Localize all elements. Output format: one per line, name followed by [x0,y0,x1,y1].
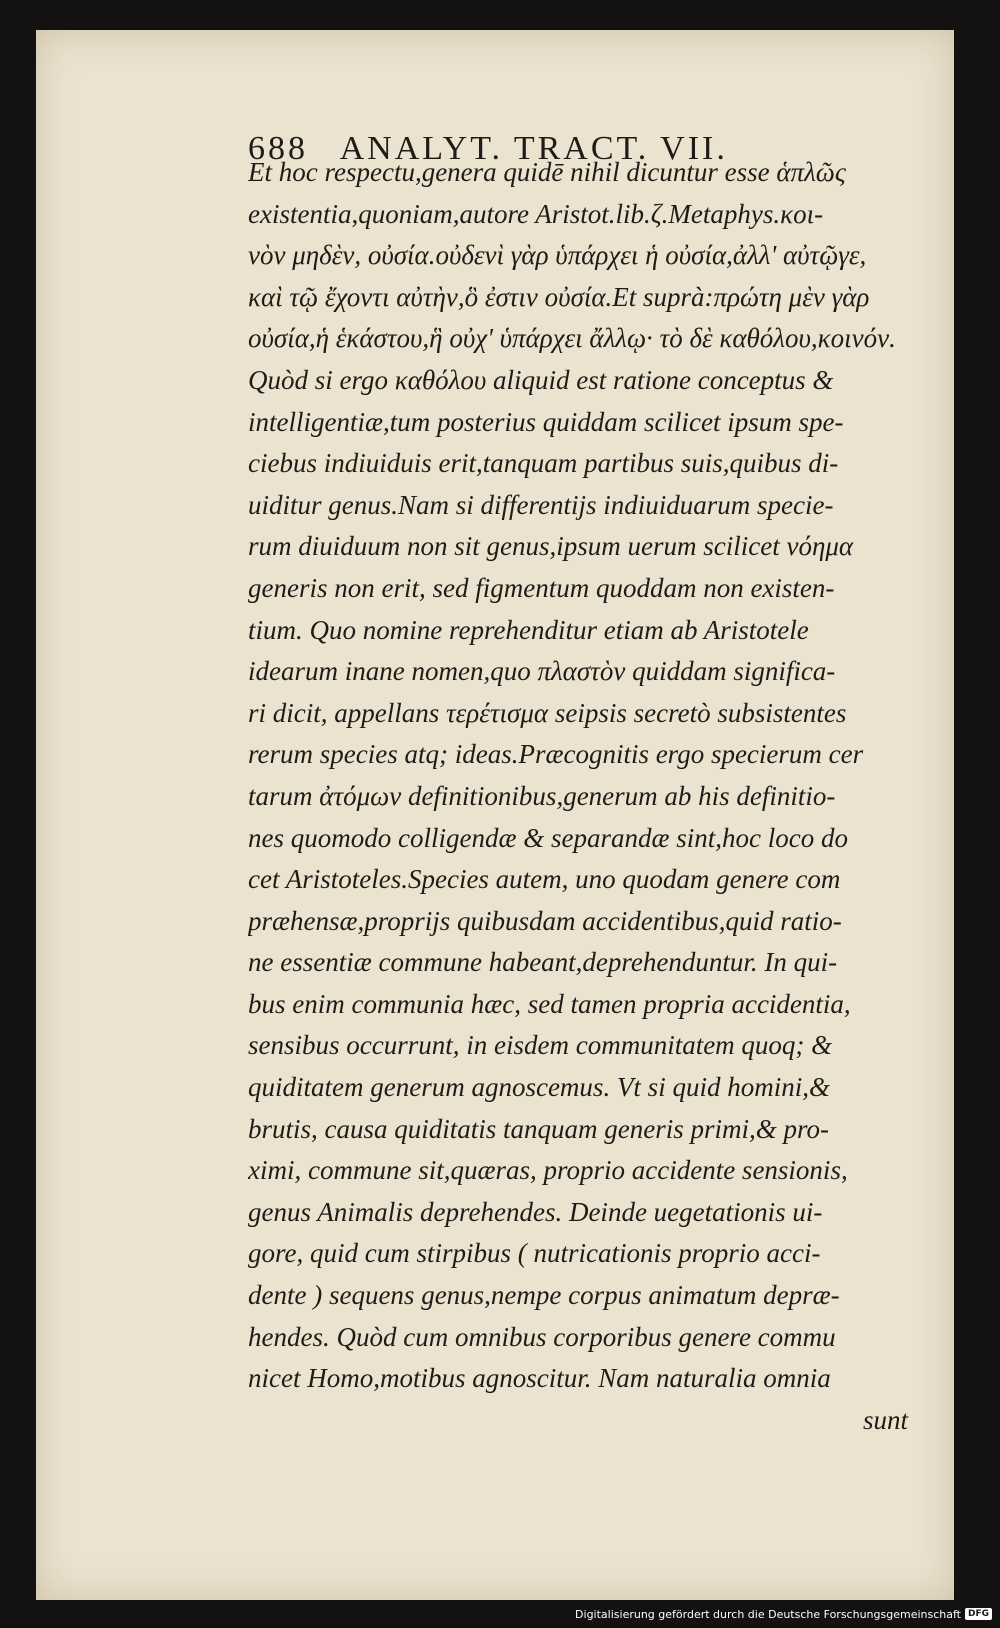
text-line: genus Animalis deprehendes. Deinde uegetationis ui- [248,1196,823,1227]
page-number: 688 [248,130,308,167]
text-line: quiditatem generum agnoscemus. Vt si quid homini,& [248,1072,830,1103]
text-line: ciebus indiuiduis erit,tanquam partibus suis,quibus di- [248,448,839,479]
catchword: sunt [862,1404,908,1435]
dfg-logo: DFG [965,1608,992,1620]
text-line: idearum inane nomen,quo πλαστὸν quiddam significa- [248,656,836,687]
text-line: bus enim communia hæc, sed tamen propria accidentia, [248,988,851,1019]
text-line: οὐσία,ἡ ἑκάστου,ἣ οὐχ' ὑπάρχει ἄλλῳ· τὸ δὲ καθόλου,κοινόν. [248,323,896,354]
text-line: νὸν μηδὲν, οὐσία.οὐδενὶ γὰρ ὑπάρχει ἡ οὐσία,ἀλλ' αὐτῷγε, [248,240,867,271]
digitization-footer [575,1604,992,1624]
footer-credit: Digitalisierung gefördert durch die Deutsche Forschungsgemeinschaft [575,1607,961,1621]
text-line: præhensæ,proprijs quibusdam accidentibus,quid ratio- [248,905,842,936]
text-line: hendes. Quòd cum omnibus corporibus genere commu [248,1321,836,1352]
text-line: nes quomodo colligendæ & separandæ sint,hoc loco do [248,822,848,853]
text-line: uiditur genus.Nam si differentijs indiuiduarum specie- [248,489,834,520]
text-line: Et hoc respectu,genera quidē nihil dicuntur esse ἁπλῶς [248,157,846,187]
text-line: intelligentiæ,tum posterius quiddam scilicet ipsum spe- [248,406,844,437]
text-line: ri dicit, appellans τερέτισμα seipsis secretò subsistentes [248,697,847,728]
text-line: tarum ἀτόμων definitionibus,generum ab his definitio- [248,780,836,811]
text-line: rerum species atq; ideas.Præcognitis ergo specierum cer [248,739,864,770]
text-line: gore, quid cum stirpibus ( nutricationis proprio acci- [248,1238,821,1269]
text-line: generis non erit, sed figmentum quoddam non existen- [248,572,835,603]
text-line: tium. Quo nomine reprehenditur etiam ab Aristotele [248,614,809,645]
text-line: existentia,quoniam,autore Aristot.lib.ζ.Metaphys.κοι- [248,198,824,229]
text-line: dente ) sequens genus,nempe corpus animatum depræ- [248,1280,840,1311]
text-line: Quòd si ergo καθόλου aliquid est ratione conceptus & [248,364,834,395]
text-line: rum diuiduum non sit genus,ipsum uerum scilicet νόημα [248,531,854,562]
text-line: cet Aristoteles.Species autem, uno quodam genere com [248,864,841,895]
text-line: ximi, commune sit,quæras, proprio accidente sensionis, [248,1155,848,1186]
text-line: sensibus occurrunt, in eisdem communitatem quoq; & [248,1030,833,1061]
text-line: nicet Homo,motibus agnoscitur. Nam naturalia omnia [248,1363,831,1394]
running-title: ANALYT. TRACT. VII. [339,130,728,167]
body-text [248,152,918,1441]
text-line: ne essentiæ commune habeant,deprehenduntur. In qui- [248,947,838,978]
text-line: καὶ τῷ ἔχοντι αὐτὴν,ὃ ἐστιν οὐσία.Et suprà:πρώτη μὲν γὰρ [248,281,870,312]
text-line: brutis, causa quiditatis tanquam generis primi,& pro- [248,1113,830,1144]
